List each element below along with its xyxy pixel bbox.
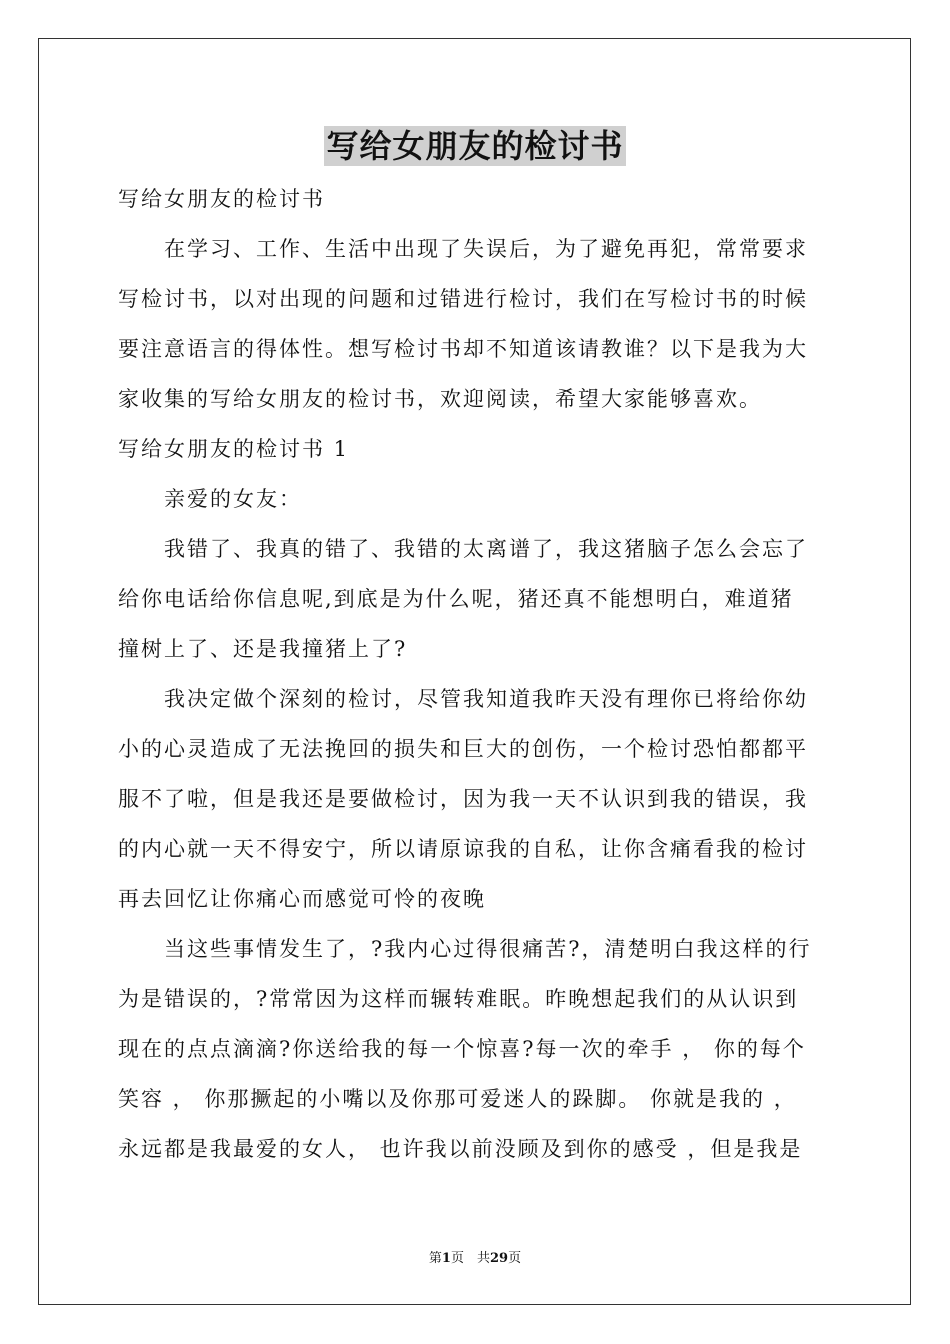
paragraph-line: 当这些事情发生了，?我内心过得很痛苦?，清楚明白我这样的行: [164, 937, 812, 961]
page-footer: [0, 1247, 950, 1266]
current-page-number: 1: [441, 1251, 451, 1266]
paragraph-line: 我决定做个深刻的检讨，尽管我知道我昨天没有理你已将给你幼: [164, 687, 808, 711]
total-page-count: 29: [489, 1251, 509, 1266]
paragraph-line: 为是错误的，?常常因为这样而辗转难眠。昨晚想起我们的从认识到: [118, 987, 799, 1011]
paragraph-line: 写检讨书，以对出现的问题和过错进行检讨，我们在写检讨书的时候: [118, 287, 808, 311]
paragraph-line: 撞树上了、还是我撞猪上了?: [118, 637, 408, 661]
paragraph-line: 我错了、我真的错了、我错的太离谱了，我这猪脑子怎么会忘了: [164, 537, 808, 561]
paragraph-line: 要注意语言的得体性。想写检讨书却不知道该请教谁？以下是我为大: [118, 337, 808, 361]
page-suffix: 页: [508, 1251, 522, 1266]
paragraph-line: 的内心就一天不得安宁，所以请原谅我的自私，让你含痛看我的检讨: [118, 837, 808, 861]
page-middle: 页 共: [450, 1251, 490, 1266]
paragraph-line: 给你电话给你信息呢,到底是为什么呢，猪还真不能想明白，难道猪: [118, 587, 794, 611]
document-title: 写给女朋友的检讨书: [326, 127, 624, 165]
paragraph-line: 再去回忆让你痛心而感觉可怜的夜晚: [118, 887, 486, 911]
salutation-line: 亲爱的女友：: [164, 487, 302, 511]
subtitle-line: 写给女朋友的检讨书: [118, 187, 325, 211]
paragraph-line: 现在的点点滴滴?你送给我的每一个惊喜?每一次的牵手 ， 你的每个: [118, 1037, 806, 1061]
paragraph-line: 小的心灵造成了无法挽回的损失和巨大的创伤，一个检讨恐怕都都平: [118, 737, 808, 761]
paragraph-line: 在学习、工作、生活中出现了失误后，为了避免再犯，常常要求: [164, 237, 808, 261]
paragraph-line: 永远都是我最爱的女人， 也许我以前没顾及到你的感受 ，但是我是: [118, 1137, 803, 1161]
document-title-wrap: [0, 126, 950, 166]
page-border: [38, 38, 911, 1305]
paragraph-line: 家收集的写给女朋友的检讨书，欢迎阅读，希望大家能够喜欢。: [118, 387, 762, 411]
page-prefix: 第: [428, 1251, 442, 1266]
paragraph-line: 服不了啦，但是我还是要做检讨，因为我一天不认识到我的错误，我: [118, 787, 808, 811]
section-heading: 写给女朋友的检讨书 1: [118, 437, 350, 461]
paragraph-line: 笑容 ， 你那撅起的小嘴以及你那可爱迷人的跺脚。 你就是我的 ，: [118, 1087, 797, 1111]
